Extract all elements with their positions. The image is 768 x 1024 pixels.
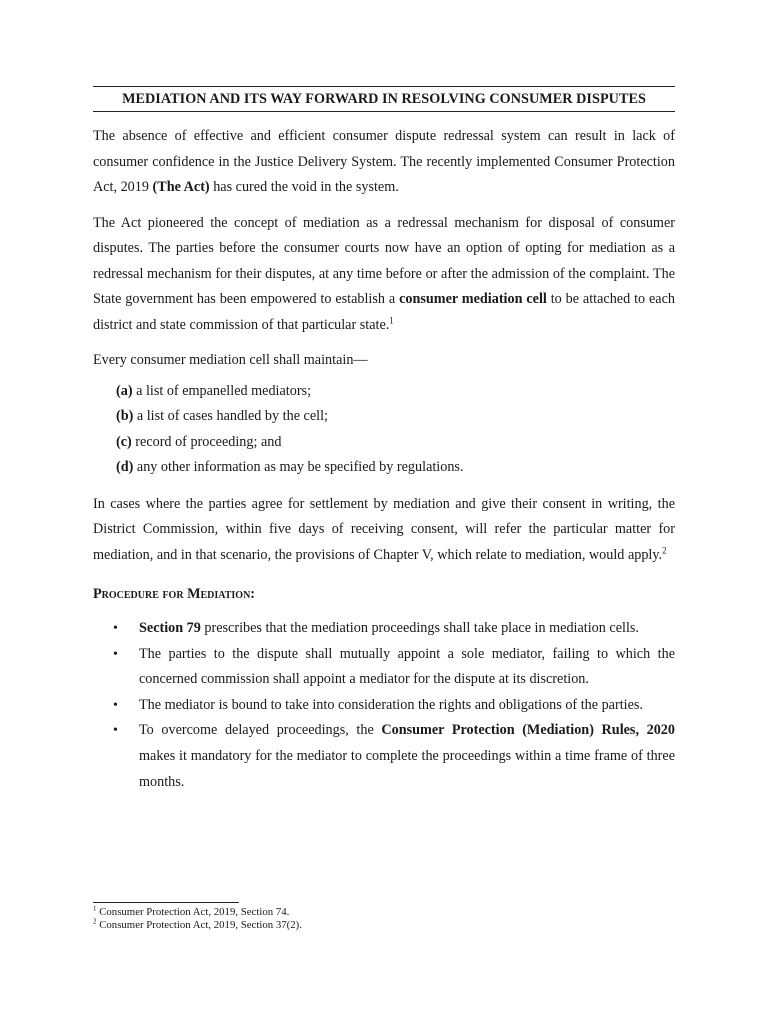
list-item xyxy=(116,379,675,405)
procedure-heading: Procedure for Mediation: xyxy=(93,586,256,602)
bullet-bold-text: Section 79 xyxy=(139,620,201,636)
footnote-number: 2 xyxy=(93,916,97,925)
bullet-icon: • xyxy=(113,697,118,713)
bullet-item xyxy=(93,616,675,642)
footnote-ref-2[interactable]: 2 xyxy=(662,544,667,555)
footnote-text: Consumer Protection Act, 2019, Section 74. xyxy=(96,906,290,918)
intro-text-a: The absence of effective and efficient consumer dispute redressal system can result in lack of consumer confidence in the Justice Delivery System. The recently implemented Consumer Protection Act, 2019 xyxy=(93,128,675,195)
act-text-a: The Act pioneered the concept of mediation as a redressal mechanism for disposal of consumer disputes. The parties before the consumer courts now have an option of opting for mediation as a redressal mechanism for their disputes, at any time before or after the admission of the complaint. The State government has been empowered to establish a xyxy=(93,214,675,307)
footnote-2 xyxy=(93,916,675,932)
act-paragraph xyxy=(93,211,675,339)
bullet-item xyxy=(93,642,675,693)
act-text-bold: consumer mediation cell xyxy=(399,291,547,307)
bullet-text: The parties to the dispute shall mutually appoint a sole mediator, failing to which the concerned commission shall appoint a mediator for the dispute at its discretion. xyxy=(139,645,675,688)
settlement-text: In cases where the parties agree for settlement by mediation and give their consent in writing, the District Commission, within five days of receiving consent, will refer the particular matter for mediation, and in that scenario, the provisions of Chapter V, which relate to mediation, would apply. xyxy=(93,495,675,563)
bullet-bold-text: Consumer Protection (Mediation) Rules, 2020 xyxy=(381,722,675,739)
list-text: a list of cases handled by the cell; xyxy=(133,408,328,424)
settlement-paragraph xyxy=(93,492,675,569)
bullet-pre-text: To overcome delayed proceedings, the xyxy=(139,722,382,739)
list-item xyxy=(116,430,675,456)
act-text-c: to be attached to each district and state commission of that particular state. xyxy=(93,291,675,333)
procedure-bullet-list xyxy=(93,616,675,795)
cell-maintain-paragraph: Every consumer mediation cell shall maintain— xyxy=(93,352,368,368)
intro-text-c: has cured the void in the system. xyxy=(209,179,399,195)
bullet-item xyxy=(93,718,675,795)
footnote-text: Consumer Protection Act, 2019, Section 37(2). xyxy=(96,918,302,931)
bullet-icon: • xyxy=(113,621,118,636)
list-text: any other information as may be specified by regulations. xyxy=(133,459,464,475)
document-page xyxy=(93,86,675,795)
footnote-1 xyxy=(93,906,675,919)
bullet-text: prescribes that the mediation proceedings shall take place in mediation cells. xyxy=(200,620,639,636)
list-text: record of proceeding; and xyxy=(131,433,282,450)
list-label: (c) xyxy=(116,433,132,450)
document-title: MEDIATION AND ITS WAY FORWARD IN RESOLVING CONSUMER DISPUTES xyxy=(122,91,646,107)
list-label: (b) xyxy=(116,408,134,424)
bullet-item xyxy=(93,693,675,719)
intro-text-bold: (The Act) xyxy=(152,179,210,195)
intro-paragraph xyxy=(93,124,675,201)
list-item xyxy=(116,455,675,481)
footnote-number: 1 xyxy=(93,904,97,913)
list-label: (a) xyxy=(116,382,133,399)
footnote-ref-1[interactable]: 1 xyxy=(389,314,394,325)
title-block xyxy=(93,86,675,112)
bullet-text: makes it mandatory for the mediator to complete the proceedings within a time frame of three months. xyxy=(139,747,675,790)
list-item xyxy=(116,404,675,430)
bullet-icon: • xyxy=(113,646,118,662)
maintain-list xyxy=(93,379,675,481)
list-label: (d) xyxy=(116,459,134,475)
footnotes xyxy=(93,902,675,931)
bullet-text: The mediator is bound to take into consideration the rights and obligations of the parties. xyxy=(139,696,643,713)
footnote-divider xyxy=(93,902,239,903)
list-text: a list of empanelled mediators; xyxy=(132,382,312,399)
bullet-icon: • xyxy=(113,723,118,739)
